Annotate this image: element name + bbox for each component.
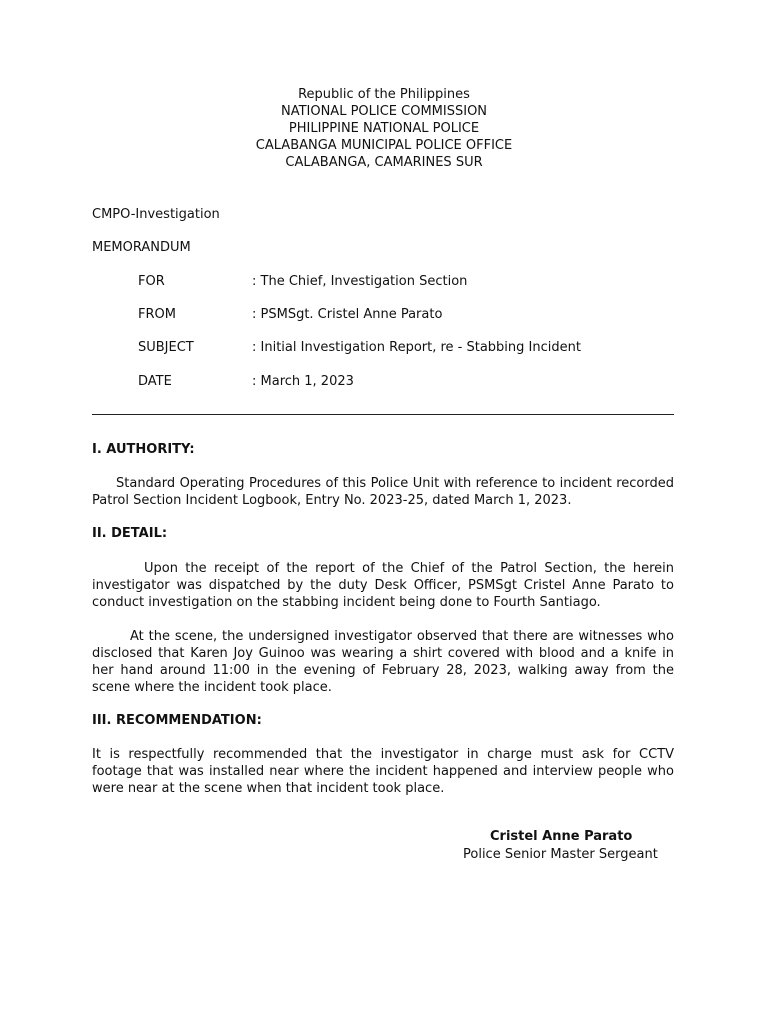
memo-subject-label: SUBJECT <box>138 340 194 355</box>
memo-date-label: DATE <box>138 374 172 389</box>
authority-heading: I. AUTHORITY: <box>92 442 195 457</box>
recommendation-paragraph: It is respectfully recommended that the investigator in charge must ask for CCTV footage that was installed near where the incident happened and interview people who were near at the scene when that incident took place. <box>92 747 674 796</box>
letterhead-line-office: CALABANGA MUNICIPAL POLICE OFFICE <box>255 138 513 153</box>
letterhead-line-napolcom: NATIONAL POLICE COMMISSION <box>280 104 488 119</box>
memo-from-label: FROM <box>138 307 176 322</box>
recommendation-heading: III. RECOMMENDATION: <box>92 713 262 728</box>
memo-date-value: : March 1, 2023 <box>252 374 354 389</box>
letterhead-line-pnp: PHILIPPINE NATIONAL POLICE <box>288 121 480 136</box>
memo-subject-row <box>138 340 581 355</box>
signatory-name: Cristel Anne Parato <box>490 829 633 844</box>
detail-paragraph-1: Upon the receipt of the report of the Chief of the Patrol Section, the herein investigator was dispatched by the duty Desk Officer, PSMSgt Cristel Anne Parato to conduct investigation on the stabbing incident being done to Fourth Santiago. <box>92 561 674 610</box>
authority-paragraph: Standard Operating Procedures of this Police Unit with reference to incident recorded Patrol Section Incident Logbook, Entry No. 2023-25, dated March 1, 2023. <box>92 476 674 508</box>
memo-from-row <box>138 307 442 322</box>
memo-for-label: FOR <box>138 274 165 289</box>
detail-paragraph-2: At the scene, the undersigned investigator observed that there are witnesses who disclosed that Karen Joy Guinoo was wearing a shirt covered with blood and a knife in her hand around 11:00 in the evening of February 28, 2023, walking away from the scene where the incident took place. <box>92 629 674 695</box>
signatory-title: Police Senior Master Sergeant <box>463 847 658 862</box>
letterhead-line-republic: Republic of the Philippines <box>298 87 470 102</box>
office-code: CMPO-Investigation <box>92 207 220 222</box>
memo-date-row <box>138 374 354 389</box>
separator-line <box>92 414 674 415</box>
memo-subject-value: : Initial Investigation Report, re - Stabbing Incident <box>252 340 581 355</box>
letterhead-line-location: CALABANGA, CAMARINES SUR <box>285 155 483 170</box>
document-type: MEMORANDUM <box>92 240 191 255</box>
detail-heading: II. DETAIL: <box>92 526 168 541</box>
memo-from-value: : PSMSgt. Cristel Anne Parato <box>252 307 443 322</box>
letterhead <box>0 86 768 171</box>
memo-for-value: : The Chief, Investigation Section <box>252 274 468 289</box>
memo-for-row <box>138 274 467 289</box>
